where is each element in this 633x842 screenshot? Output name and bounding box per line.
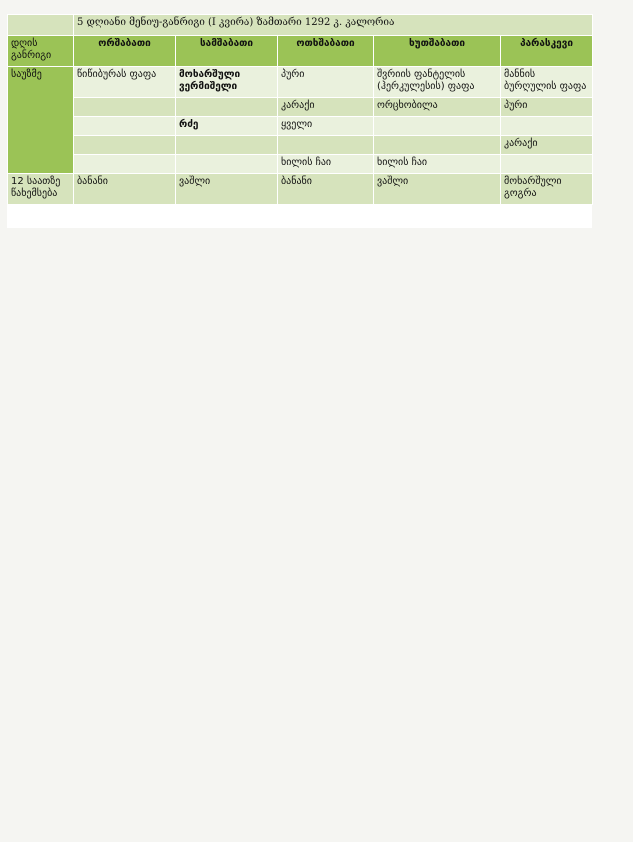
schedule-label: დღის განრიგი <box>8 36 74 67</box>
menu-cell: ვაშლი <box>374 174 501 205</box>
day-header: სამშაბათი <box>176 36 278 67</box>
day-header: ოთხშაბათი <box>278 36 374 67</box>
menu-cell: კარაქი <box>278 98 374 117</box>
menu-cell: ვაშლი <box>176 174 278 205</box>
menu-cell <box>501 117 593 136</box>
day-header: ხუთშაბათი <box>374 36 501 67</box>
day-header-row <box>8 36 593 67</box>
day-header: ორშაბათი <box>74 36 176 67</box>
breakfast-row <box>8 117 593 136</box>
menu-cell <box>374 117 501 136</box>
day-header: პარასკევი <box>501 36 593 67</box>
week1-title: 5 დღიანი მენიუ-განრიგი (I კვირა) ზამთარი 1292 კ. კალორია <box>74 15 593 36</box>
menu-cell: ხილის ჩაი <box>374 155 501 174</box>
menu-cell: მანნის ბურღულის ფაფა <box>501 67 593 98</box>
menu-cell <box>74 155 176 174</box>
menu-cell: ორცხობილა <box>374 98 501 117</box>
menu-cell: კარაქი <box>501 136 593 155</box>
snack-row <box>8 174 593 205</box>
breakfast-row <box>8 136 593 155</box>
menu-cell: ბანანი <box>74 174 176 205</box>
week1-menu-table <box>7 14 593 205</box>
menu-cell: შვრიის ფანტელის (ჰერკულესის) ფაფა <box>374 67 501 98</box>
menu-cell: პური <box>501 98 593 117</box>
menu-cell: ხილის ჩაი <box>278 155 374 174</box>
menu-cell <box>176 98 278 117</box>
menu-cell: პური <box>278 67 374 98</box>
breakfast-label: საუზმე <box>8 67 74 174</box>
breakfast-row <box>8 67 593 98</box>
menu-cell: მოხარშული გოგრა <box>501 174 593 205</box>
menu-cell <box>74 117 176 136</box>
title-corner-cell <box>8 15 74 36</box>
menu-cell <box>74 136 176 155</box>
menu-cell <box>176 136 278 155</box>
menu-cell: ბანანი <box>278 174 374 205</box>
menu-cell <box>74 98 176 117</box>
menu-cell: რძე <box>176 117 278 136</box>
breakfast-row <box>8 155 593 174</box>
snack-label: 12 საათზე წახემსება <box>8 174 74 205</box>
menu-cell <box>374 136 501 155</box>
menu-cell <box>278 136 374 155</box>
menu-cell: ყველი <box>278 117 374 136</box>
menu-cell <box>176 155 278 174</box>
table-title-row <box>8 15 593 36</box>
menu-cell: მოხარშული ვერმიშელი <box>176 67 278 98</box>
menu-document <box>7 14 592 228</box>
menu-cell: წიწიბურას ფაფა <box>74 67 176 98</box>
breakfast-row <box>8 98 593 117</box>
menu-cell <box>501 155 593 174</box>
